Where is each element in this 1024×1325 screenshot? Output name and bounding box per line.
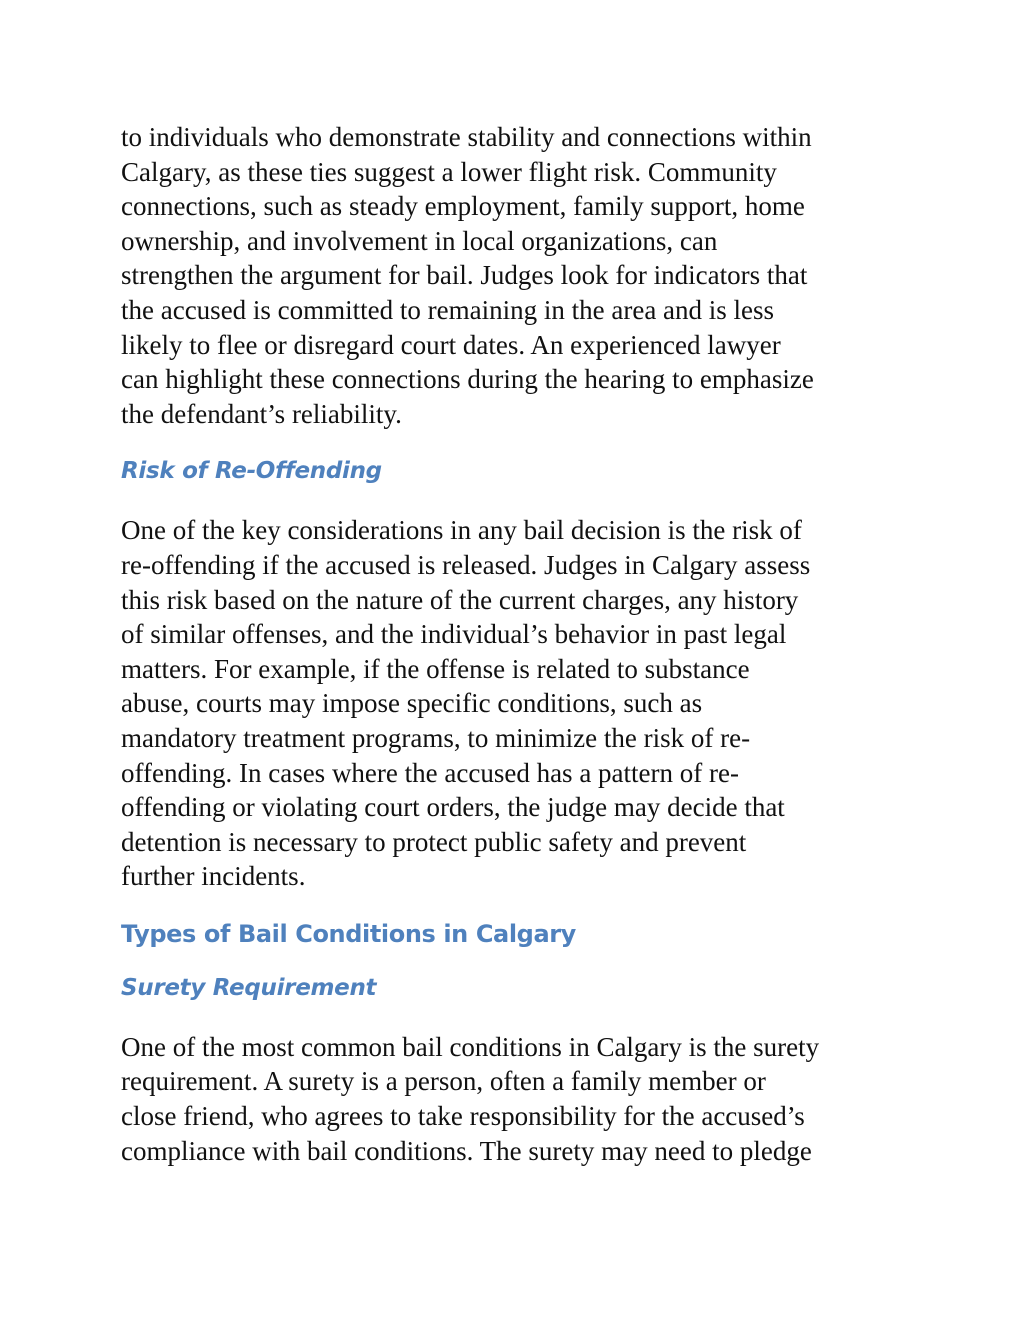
text-line: One of the most common bail conditions in Calgary is the surety: [121, 1031, 820, 1062]
text-line: mandatory treatment programs, to minimize the risk of re-: [121, 722, 751, 753]
text-line: compliance with bail conditions. The surety may need to pledge: [121, 1135, 812, 1166]
text-line: Calgary, as these ties suggest a lower flight risk. Community: [121, 156, 777, 187]
text-line: the defendant’s reliability.: [121, 398, 402, 429]
text-line: close friend, who agrees to take responsibility for the accused’s: [121, 1101, 805, 1132]
text-line: offending or violating court orders, the judge may decide that: [121, 792, 785, 823]
text-line: requirement. A surety is a person, often a family member or: [121, 1066, 766, 1097]
document-page: [121, 120, 921, 1168]
text-line: detention is necessary to protect public safety and prevent: [121, 826, 747, 857]
paragraph-community-ties: [121, 120, 921, 431]
text-line: this risk based on the nature of the current charges, any history: [121, 584, 799, 615]
text-line: of similar offenses, and the individual’s behavior in past legal: [121, 619, 787, 650]
text-line: further incidents.: [121, 861, 306, 892]
paragraph-surety-requirement: [121, 1030, 921, 1168]
text-line: strengthen the argument for bail. Judges look for indicators that: [121, 260, 808, 291]
paragraph-risk-of-re-offending: [121, 513, 921, 894]
text-line: likely to flee or disregard court dates. An experienced lawyer: [121, 329, 781, 360]
heading-types-of-bail-conditions: Types of Bail Conditions in Calgary: [121, 919, 576, 948]
text-line: can highlight these connections during the hearing to emphasize: [121, 364, 814, 395]
text-line: matters. For example, if the offense is related to substance: [121, 653, 750, 684]
text-line: One of the key considerations in any bail decision is the risk of: [121, 515, 802, 546]
text-line: connections, such as steady employment, family support, home: [121, 191, 805, 222]
subheading-surety-requirement: Surety Requirement: [121, 974, 377, 1001]
subheading-risk-of-re-offending: Risk of Re-Offending: [121, 458, 382, 485]
text-line: abuse, courts may impose specific conditions, such as: [121, 688, 703, 719]
text-line: the accused is committed to remaining in the area and is less: [121, 294, 775, 325]
text-line: to individuals who demonstrate stability and connections within: [121, 122, 812, 152]
text-line: re-offending if the accused is released. Judges in Calgary assess: [121, 549, 811, 580]
text-line: offending. In cases where the accused has a pattern of re-: [121, 757, 739, 788]
text-line: ownership, and involvement in local organizations, can: [121, 225, 718, 256]
